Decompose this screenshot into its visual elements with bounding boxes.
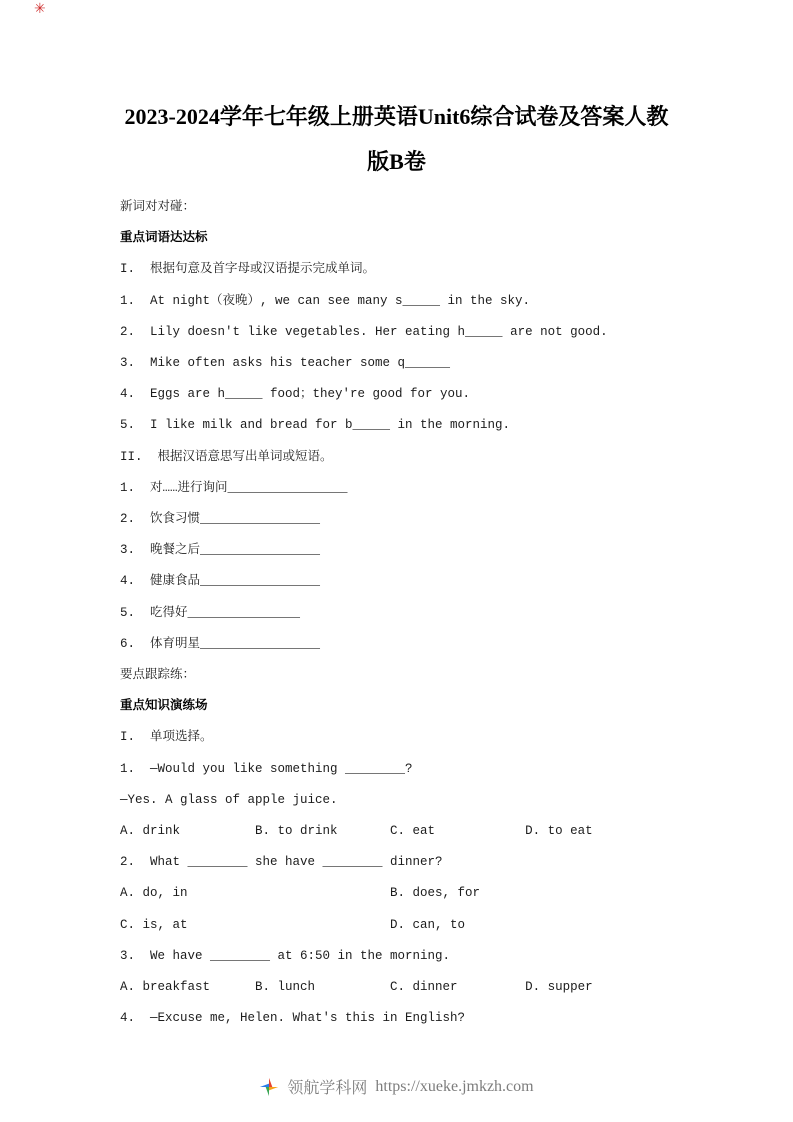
fill-blank-question-line: 2. Lily doesn't like vegetables. Her eating h_____ are not good. (120, 324, 608, 339)
logo-segment (266, 1087, 269, 1096)
footer-url: https://xueke.jmkzh.com (375, 1077, 534, 1095)
mcq-answer-context-line: —Yes. A glass of apple juice. (120, 792, 338, 807)
section-label-line: 要点跟踪练： (120, 668, 196, 683)
instruction-line: I. 单项选择。 (120, 730, 213, 745)
translation-item-line: 5. 吃得好_______________ (120, 605, 301, 620)
mcq-question-line: 4. —Excuse me, Helen. What's this in English? (120, 1011, 466, 1026)
logo-segment (269, 1087, 278, 1090)
logo-segment (269, 1077, 272, 1086)
mcq-options-line: C. is, at D. can, to (120, 917, 466, 932)
mcq-question-line: 3. We have ________ at 6:50 in the morning. (120, 948, 451, 963)
footer-site-name: 领航学科网 (287, 1080, 368, 1097)
page-footer (0, 1075, 793, 1098)
translation-item-line: 2. 饮食习惯________________ (120, 512, 321, 527)
document-body (0, 184, 793, 1034)
section-label-line: 新词对对碰： (120, 200, 196, 214)
fill-blank-question-line: 4. Eggs are h_____ food；they're good for you. (120, 387, 471, 402)
fill-blank-question-line: 3. Mike often asks his teacher some q______ (120, 356, 451, 371)
logo-segment (260, 1083, 269, 1086)
mcq-question-line: 2. What ________ she have ________ dinner? (120, 855, 443, 870)
mcq-question-line: 1. —Would you like something ________? (120, 761, 413, 776)
mcq-options-line: A. do, in B. does, for (120, 886, 481, 901)
fill-blank-question-line: 1. At night（夜晚）, we can see many s_____ in the sky. (120, 293, 531, 308)
translation-item-line: 4. 健康食品________________ (120, 574, 321, 589)
translation-item-line: 6. 体育明星________________ (120, 636, 321, 651)
site-logo-icon (259, 1077, 279, 1097)
document-title-line1: 2023-2024学年七年级上册英语Unit6综合试卷及答案人教 (124, 104, 669, 129)
translation-item-line: 3. 晚餐之后________________ (120, 543, 321, 558)
document-title-line2: 版B卷 (367, 149, 426, 174)
document-title (0, 0, 793, 184)
translation-item-line: 1. 对……进行询问________________ (120, 480, 348, 495)
instruction-line: II. 根据汉语意思写出单词或短语。 (120, 449, 333, 464)
section-heading-line: 重点词语达达标 (120, 231, 208, 246)
corner-mark-icon: ✳ (34, 1, 46, 17)
instruction-line: I. 根据句意及首字母或汉语提示完成单词。 (120, 262, 376, 277)
mcq-options-line: A. drink B. to drink C. eat D. to eat (120, 824, 593, 839)
section-heading-line: 重点知识演练场 (120, 699, 208, 714)
fill-blank-question-line: 5. I like milk and bread for b_____ in the morning. (120, 418, 511, 433)
mcq-options-line: A. breakfast B. lunch C. dinner D. supper (120, 980, 593, 995)
